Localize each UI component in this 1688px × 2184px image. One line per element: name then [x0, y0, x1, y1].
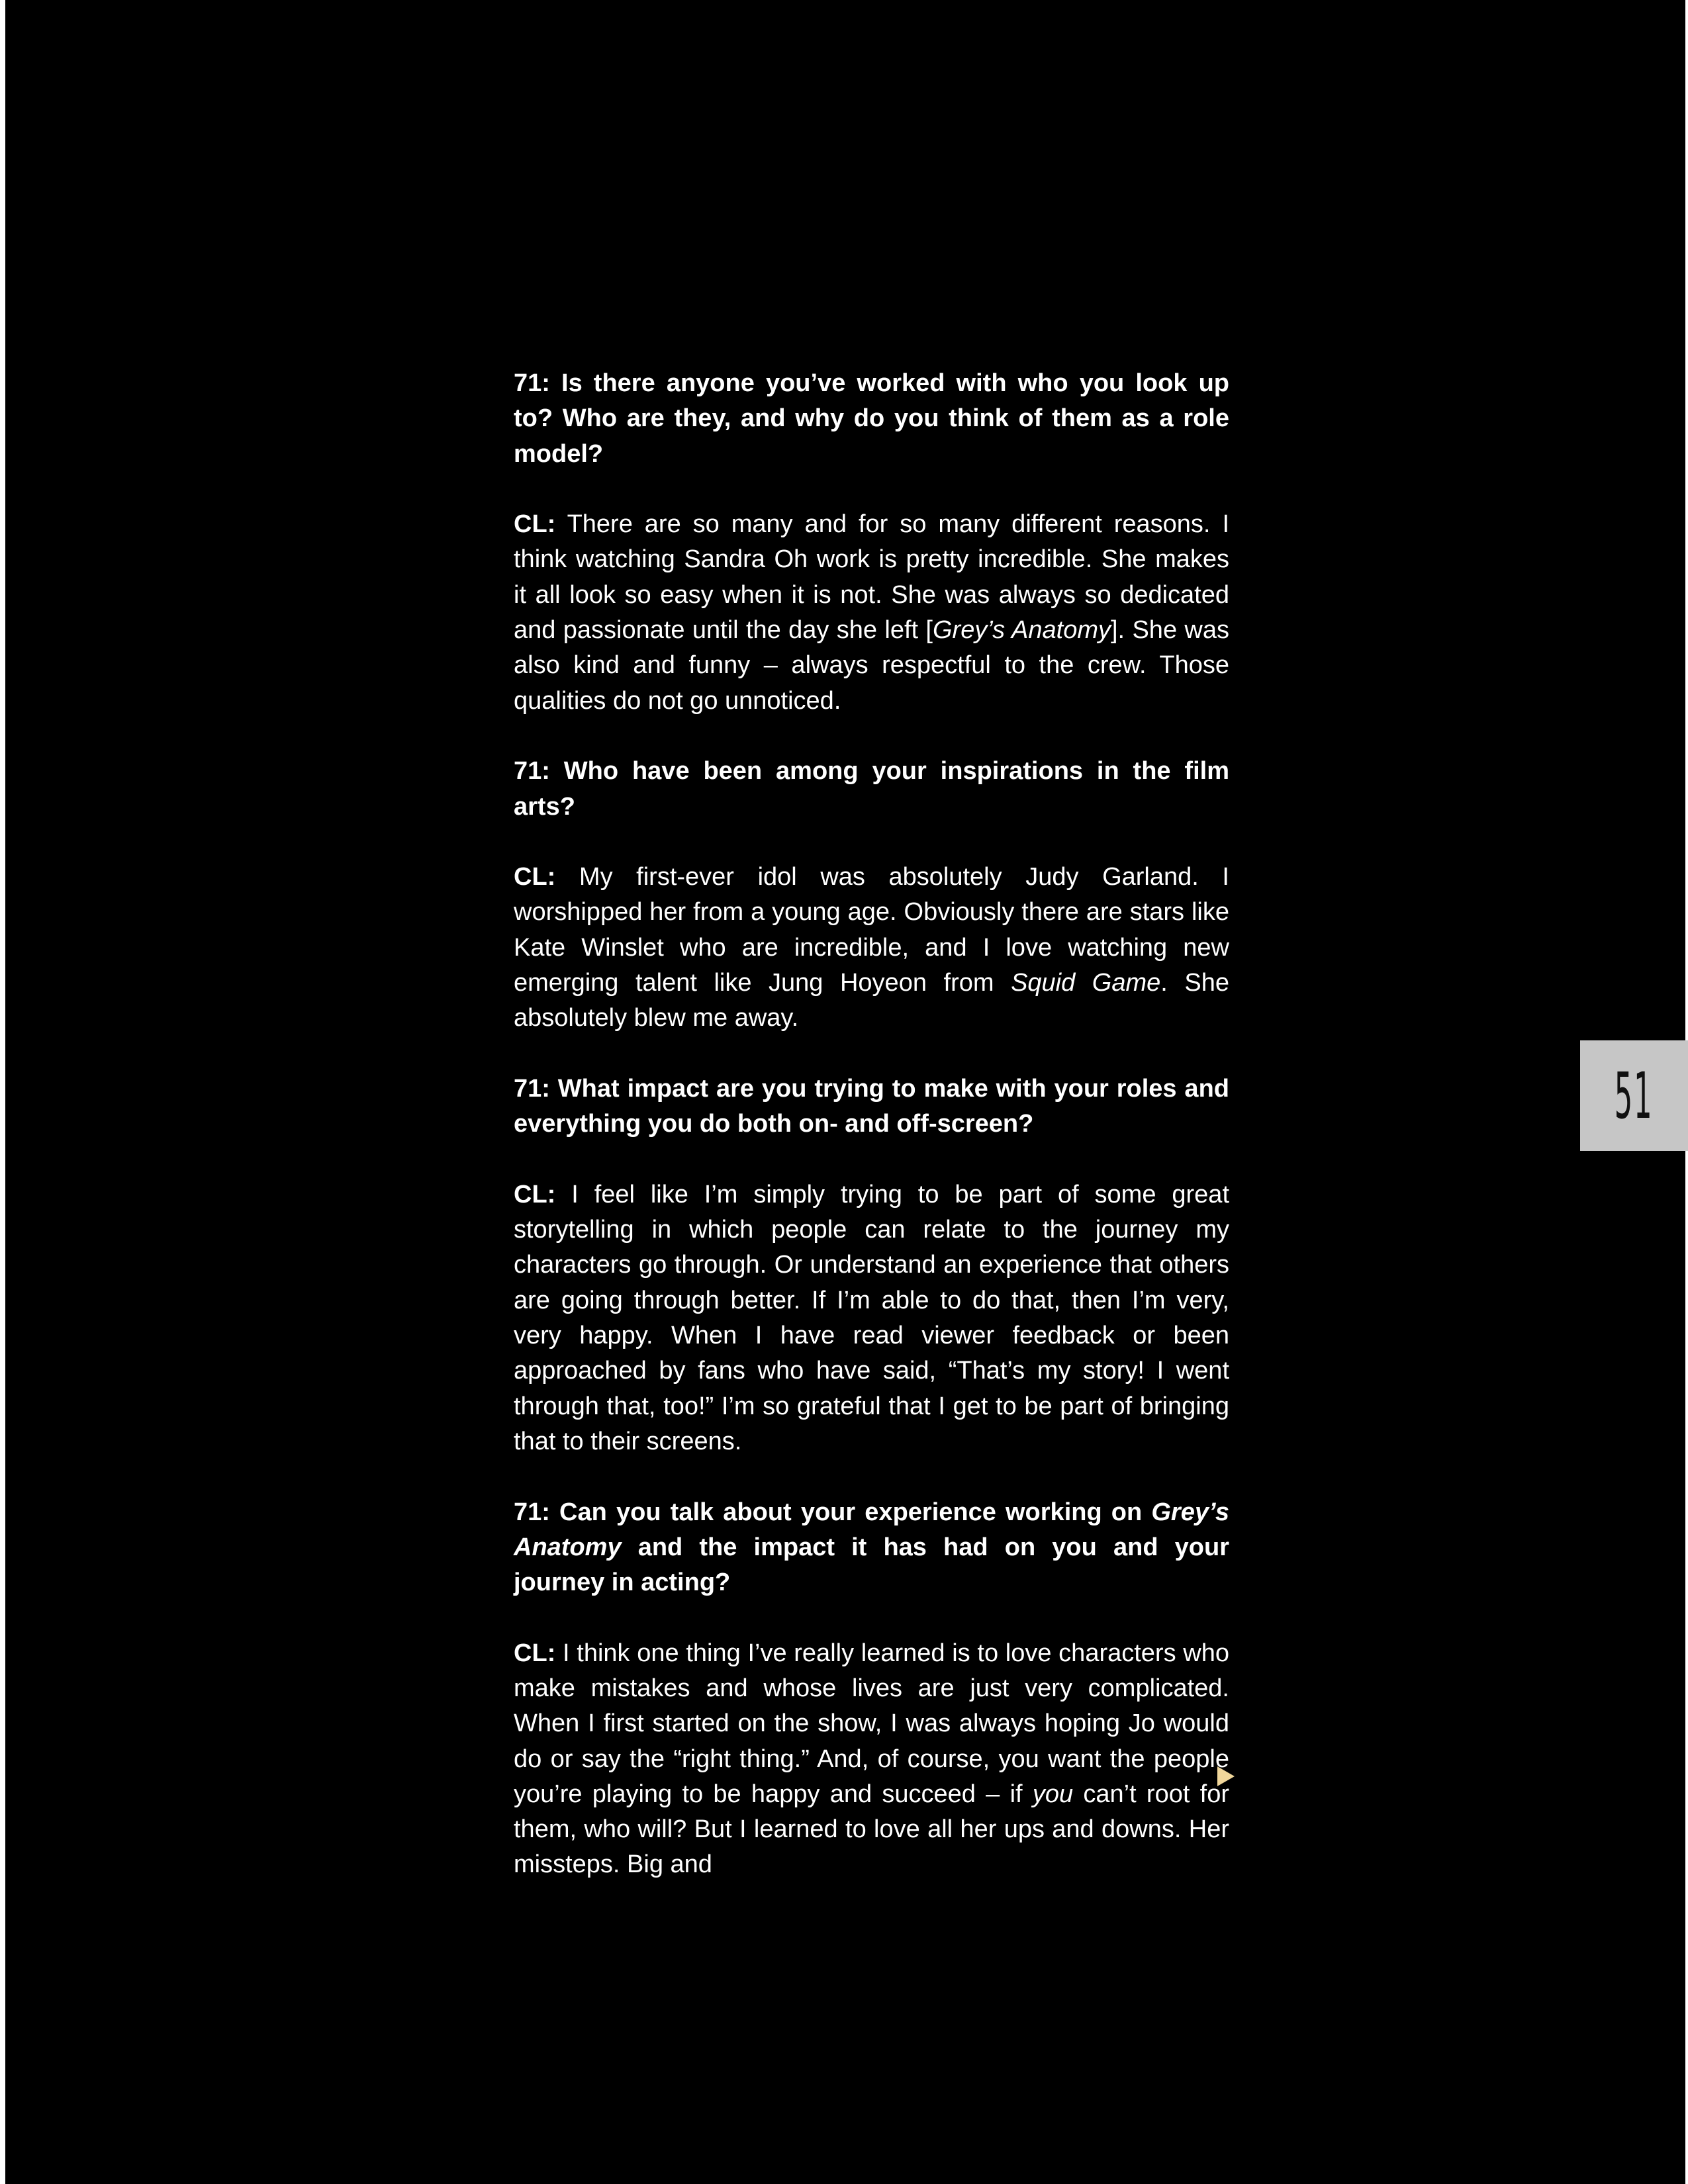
speaker-label: CL:: [514, 1180, 556, 1208]
answer-text: can’t root for them, who will? But I learned to love all her ups and downs. Her missteps. Big and: [514, 1780, 1229, 1879]
speaker-label: CL:: [514, 1639, 556, 1667]
question-3: 71: What impact are you trying to make with your roles and everything you do both on- and off-screen?: [514, 1074, 1229, 1138]
answer-4: [514, 1636, 1229, 1883]
show-title: Grey’s Anatomy: [514, 1498, 1229, 1561]
interview-article: [514, 366, 1229, 1918]
question-text: 71: Can you talk about your experience working on: [514, 1498, 1152, 1526]
answer-text: ]. She was also kind and funny – always respectful to the crew. Those qualities do not go unnoticed.: [514, 616, 1230, 715]
question-2: 71: Who have been among your inspirations in the film arts?: [514, 757, 1229, 821]
answer-3: [514, 1177, 1229, 1459]
question-4: [514, 1495, 1229, 1601]
question-text: and the impact it has had on you and your journey in acting?: [514, 1533, 1229, 1597]
show-title: Grey’s Anatomy: [932, 616, 1111, 645]
answer-1: [514, 507, 1229, 719]
emphasis: you: [1032, 1780, 1074, 1808]
answer-2: [514, 860, 1229, 1036]
show-title: Squid Game: [1011, 969, 1161, 997]
magazine-page: [5, 0, 1685, 2184]
play-triangle-icon[interactable]: [1217, 1766, 1235, 1786]
answer-text: . She absolutely blew me away.: [514, 969, 1229, 1032]
speaker-label: CL:: [514, 510, 556, 539]
answer-text: There are so many and for so many different reasons. I think watching Sandra Oh work is pretty incredible. She makes it all look so easy when it is not. She was always so dedicated and passionate until the day she left [: [514, 510, 1229, 645]
answer-text: I think one thing I’ve really learned is to love characters who make mistakes and whose lives are just very complicated. When I first started on the show, I was always hoping Jo would do or say the “right thing.” And, of course, you want the people you’re playing to be happy and succeed – if: [514, 1639, 1229, 1808]
page-number: 51: [1615, 1058, 1654, 1133]
speaker-label: CL:: [514, 863, 556, 891]
answer-text: I feel like I’m simply trying to be part of some great storytelling in which people can relate to the journey my characters go through. Or understand an experience that others are going through better. If I’m able to do that, then I’m very, very happy. When I have read viewer feedback or been approached by fans who have said, “That’s my story! I went through that, too!” I’m so grateful that I get to be part of bringing that to their screens.: [514, 1180, 1229, 1455]
answer-text: My first-ever idol was absolutely Judy Garland. I worshipped her from a young age. Obviously there are stars like Kate Winslet who are incredible, and I love watching new emerging talent like Jung Hoyeon from: [514, 863, 1229, 997]
question-1: 71: Is there anyone you’ve worked with who you look up to? Who are they, and why do you think of them as a role model?: [514, 369, 1229, 468]
page-number-tab: [1580, 1040, 1688, 1151]
